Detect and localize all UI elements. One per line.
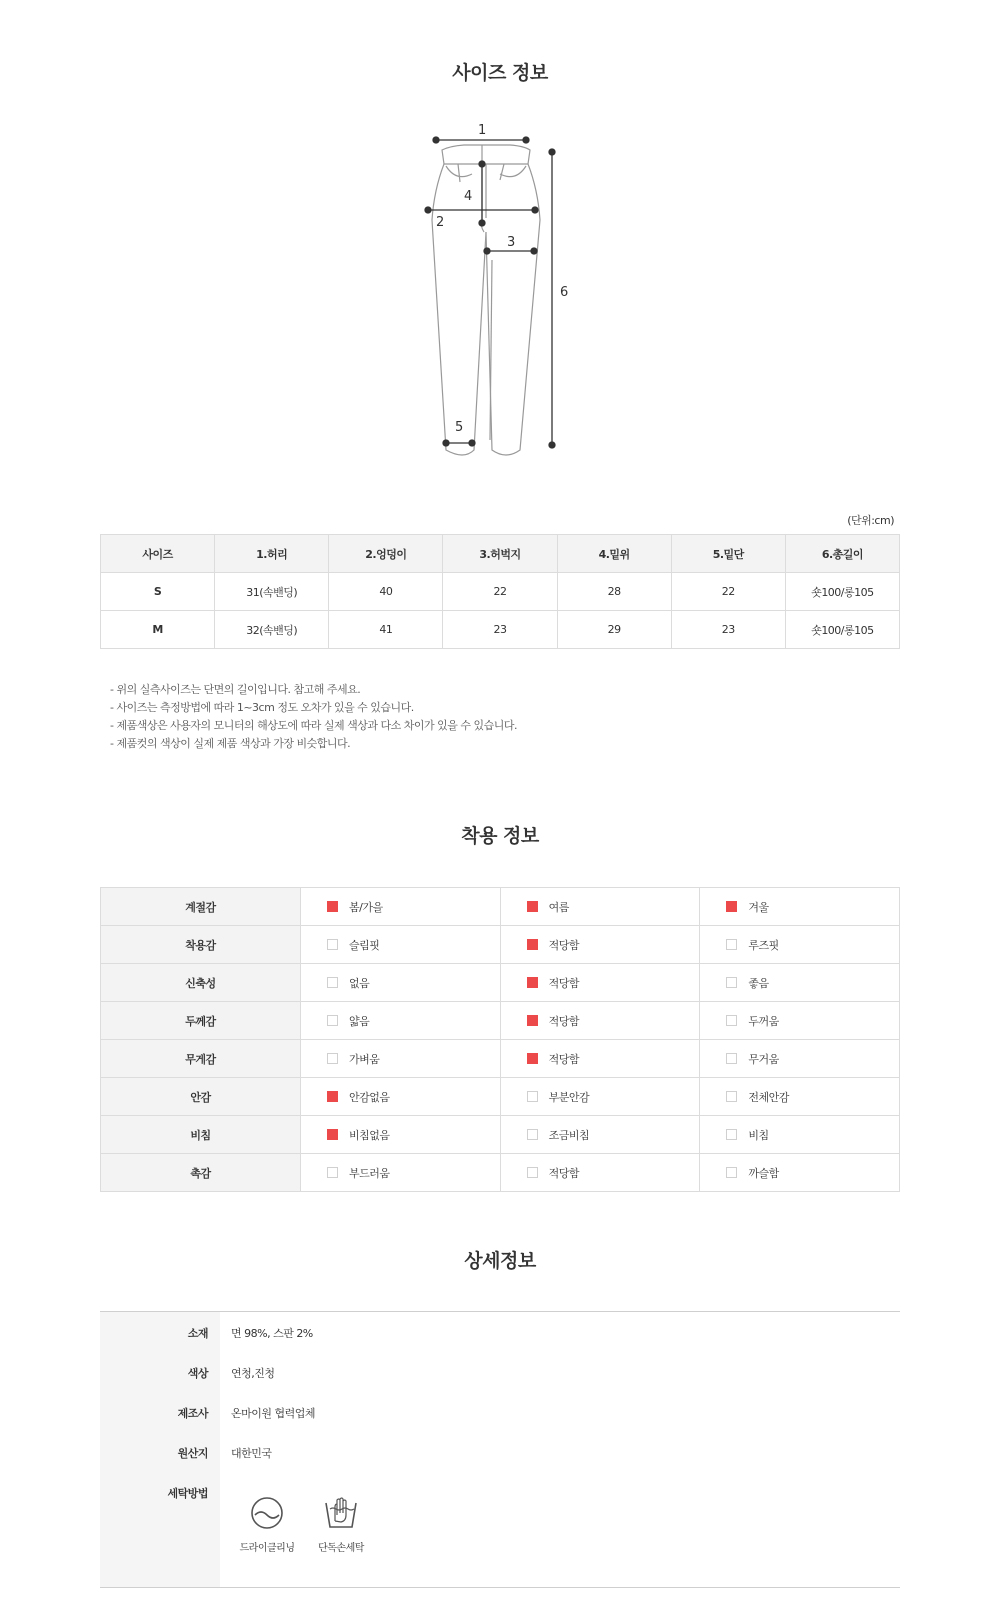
unchecked-box-icon [726,1167,737,1178]
unchecked-box-icon [327,939,338,950]
note-line: - 사이즈는 측정방법에 따라 1~3cm 정도 오차가 있을 수 있습니다. [110,701,414,714]
fit-row [101,1078,900,1116]
fit-option [700,1002,900,1040]
fit-option-label: 무거움 [748,1052,779,1066]
size-cell: M [101,611,215,649]
note-line: - 제품색상은 사용자의 모니터의 해상도에 따라 실제 색상과 다소 차이가 있을 수 있습니다. [110,719,517,732]
fit-row-label: 비침 [101,1116,301,1154]
unchecked-box-icon [527,1129,538,1140]
table-cell: 숏100/롱105 [785,611,899,649]
table-cell: 40 [329,573,443,611]
fit-option [700,1078,900,1116]
unit-label: (단위:cm) [847,514,894,527]
fit-row [101,1154,900,1192]
unchecked-box-icon [726,939,737,950]
fit-option [500,1078,700,1116]
size-table-header [101,535,900,573]
fit-option-label: 슬림핏 [349,938,380,952]
checked-box-icon [327,901,338,912]
checked-box-icon [327,1129,338,1140]
fit-row-label: 두께감 [101,1002,301,1040]
checked-box-icon [327,1091,338,1102]
hand-wash-icon [323,1495,359,1531]
header-cell: 1.허리 [215,535,329,573]
unchecked-box-icon [327,1167,338,1178]
fit-row [101,888,900,926]
size-table [100,534,900,649]
unchecked-box-icon [527,1091,538,1102]
unchecked-box-icon [527,1167,538,1178]
detail-label: 세탁방법 [167,1487,208,1500]
fit-option-label: 전체안감 [748,1090,789,1104]
fit-option [700,1154,900,1192]
checked-box-icon [726,901,737,912]
table-cell: 23 [443,611,557,649]
detail-label: 원산지 [177,1447,208,1460]
fit-option-label: 적당함 [548,1052,580,1066]
diagram-label-hip: 2 [436,215,444,230]
fit-option [301,1002,501,1040]
fit-row-label: 계절감 [101,888,301,926]
header-cell: 2.엉덩이 [329,535,443,573]
fit-option [301,1078,501,1116]
fit-option [500,1116,700,1154]
detail-value: 대한민국 [231,1447,272,1460]
fit-option [301,888,501,926]
fit-row [101,1116,900,1154]
table-cell: 41 [329,611,443,649]
fit-option-label: 적당함 [548,938,580,952]
diagram-label-rise: 4 [464,189,472,204]
unchecked-box-icon [726,1015,737,1026]
wash-method-label: 드라이클리닝 [239,1543,295,1554]
fit-option [301,1040,501,1078]
fit-option [700,1116,900,1154]
fit-option-label: 겨울 [748,900,769,914]
fit-row-label: 무게감 [101,1040,301,1078]
checked-box-icon [527,1053,538,1064]
detail-label: 색상 [187,1367,208,1380]
fit-option-label: 비침 [748,1128,769,1142]
fit-option-label: 적당함 [548,976,580,990]
fit-row-label: 촉감 [101,1154,301,1192]
wash-method-hand-wash [301,1495,381,1554]
fit-option-label: 적당함 [548,1166,580,1180]
fit-option [700,926,900,964]
table-cell: 22 [443,573,557,611]
fit-option-label: 부분안감 [548,1090,590,1104]
diagram-label-waist: 1 [478,123,486,138]
unchecked-box-icon [726,977,737,988]
size-cell: S [101,573,215,611]
table-cell: 31(속밴딩) [215,573,329,611]
fit-option-label: 비침없음 [349,1128,390,1142]
fit-option [500,1002,700,1040]
fit-option-label: 까슬함 [748,1166,779,1180]
table-cell: 23 [671,611,785,649]
detail-label: 소재 [187,1327,208,1340]
unchecked-box-icon [327,1053,338,1064]
diagram-label-thigh: 3 [507,235,515,250]
table-cell: 28 [557,573,671,611]
header-cell: 6.총길이 [785,535,899,573]
pants-measurement-diagram [420,120,580,470]
fit-option-label: 얇음 [349,1014,370,1028]
fit-option [500,888,700,926]
diagram-label-hem: 5 [455,420,463,435]
checked-box-icon [527,901,538,912]
table-cell: 숏100/롱105 [785,573,899,611]
fit-row-label: 안감 [101,1078,301,1116]
table-cell: 29 [557,611,671,649]
table-cell: 22 [671,573,785,611]
fit-option-label: 안감없음 [349,1090,390,1104]
unchecked-box-icon [327,977,338,988]
note-line: - 위의 실측사이즈는 단면의 길이입니다. 참고해 주세요. [110,683,361,696]
diagram-label-length: 6 [560,285,568,300]
fit-option [700,888,900,926]
fit-option [700,1040,900,1078]
wash-method-label: 단독손세탁 [318,1543,364,1554]
fit-row-label: 신축성 [101,964,301,1002]
fit-option-label: 두꺼움 [748,1014,779,1028]
unchecked-box-icon [726,1129,737,1140]
unchecked-box-icon [726,1091,737,1102]
fit-option-label: 봄/가을 [349,900,383,914]
fit-row-label: 착용감 [101,926,301,964]
size-notes [110,681,517,753]
header-cell: 4.밑위 [557,535,671,573]
dry-clean-icon [249,1495,285,1531]
fit-option [301,1154,501,1192]
fit-option [500,964,700,1002]
detail-value: 온마이원 협력업체 [231,1407,316,1420]
fit-option-label: 여름 [548,900,569,914]
fit-option [301,926,501,964]
detail-value: 면 98%, 스판 2% [231,1327,313,1340]
fit-option [301,964,501,1002]
fit-option-label: 루즈핏 [748,938,779,952]
detail-label: 제조사 [177,1407,208,1420]
fit-option-label: 조금비침 [548,1128,590,1142]
detail-info-table [100,1311,900,1588]
fit-option [500,1154,700,1192]
fit-option-label: 부드러움 [349,1166,390,1180]
size-info-title: 사이즈 정보 [452,62,548,84]
checked-box-icon [527,939,538,950]
unchecked-box-icon [327,1015,338,1026]
unchecked-box-icon [726,1053,737,1064]
table-cell: 32(속밴딩) [215,611,329,649]
fit-option [301,1116,501,1154]
checked-box-icon [527,977,538,988]
fit-row [101,964,900,1002]
checked-box-icon [527,1015,538,1026]
header-cell: 사이즈 [101,535,215,573]
fit-option [700,964,900,1002]
detail-value: 연청,진청 [231,1367,275,1380]
fit-option [500,1040,700,1078]
fit-option-label: 없음 [349,976,370,990]
header-cell: 5.밑단 [671,535,785,573]
wash-method-dry-clean [227,1495,307,1554]
fit-table [100,887,900,1192]
fit-info-title: 착용 정보 [461,825,539,847]
header-cell: 3.허벅지 [443,535,557,573]
fit-option-label: 적당함 [548,1014,580,1028]
table-row [101,573,900,611]
table-row [101,611,900,649]
fit-option [500,926,700,964]
fit-row [101,926,900,964]
fit-row [101,1002,900,1040]
note-line: - 제품컷의 색상이 실제 제품 색상과 가장 비슷합니다. [110,737,351,750]
detail-info-title: 상세정보 [464,1250,536,1272]
fit-row [101,1040,900,1078]
fit-option-label: 좋음 [748,976,769,990]
fit-option-label: 가벼움 [349,1052,380,1066]
